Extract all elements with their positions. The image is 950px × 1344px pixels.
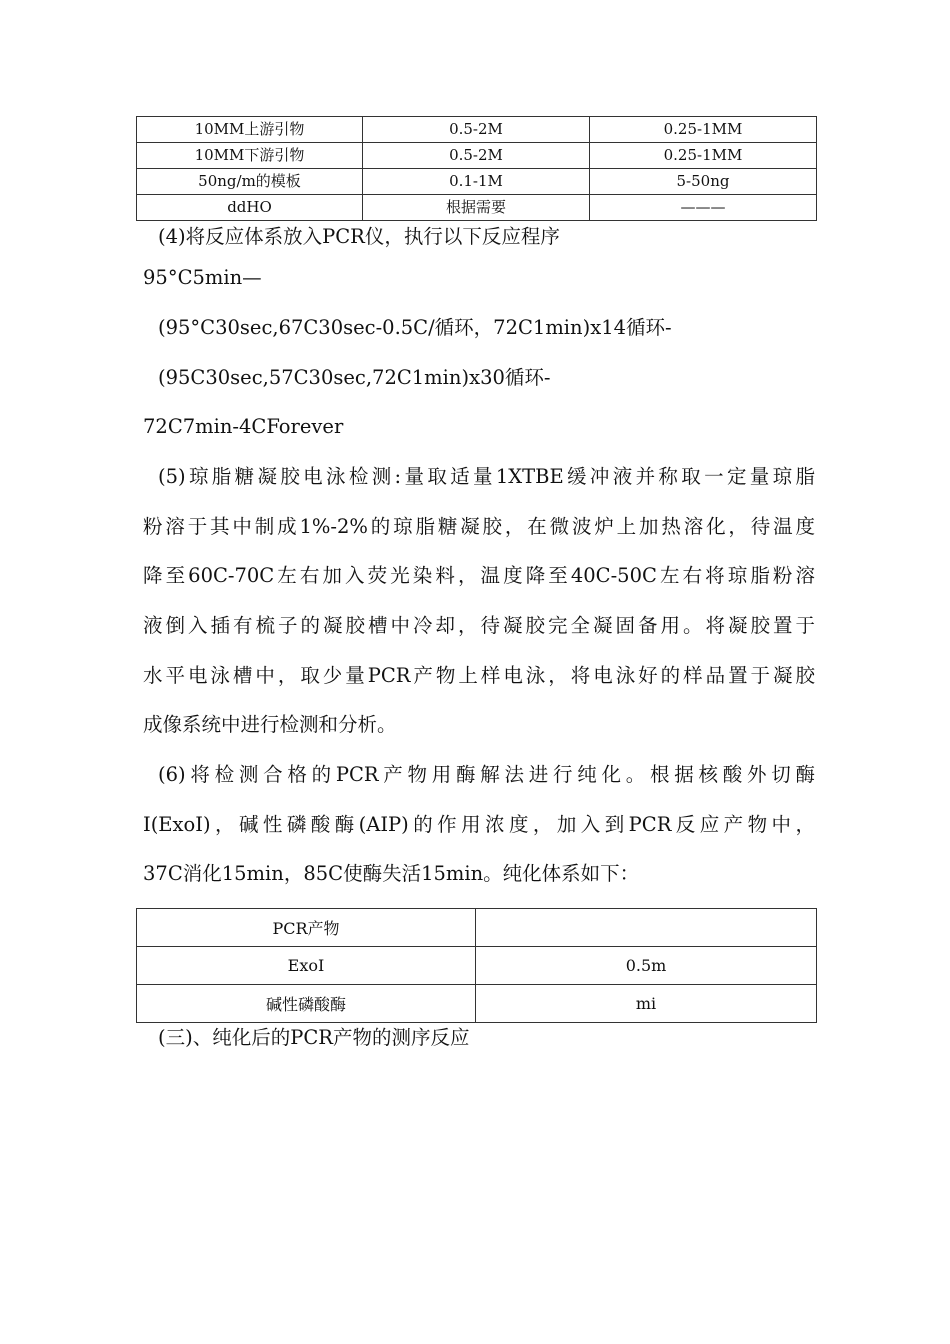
table-cell [476,909,817,947]
table-cell: 5-50ng [590,169,817,195]
step5-line: (5)琼脂糖凝胶电泳检测:量取适量1XTBE缓冲液并称取一定量琼脂 [158,465,815,488]
step5-line: 粉溶于其中制成1%-2%的琼脂糖凝胶，在微波炉上加热溶化，待温度 [143,515,815,538]
table-row [137,195,817,221]
table-cell: ExoI [137,947,476,985]
table-cell: 0.1-1M [363,169,590,195]
step4-paragraph: (4)将反应体系放入PCR仪，执行以下反应程序 [158,225,560,248]
step5-line: 成像系统中进行检测和分析。 [143,713,397,736]
table-row [137,169,817,195]
step6-line: I(ExoI)，碱性磷酸酶(AIP)的作用浓度，加入到PCR反应产物中， [143,813,815,836]
table-cell: 10MM上游引物 [137,117,363,143]
program-line: (95C30sec,57C30sec,72C1min)x30循环- [158,366,551,389]
step5-line: 水平电泳槽中，取少量PCR产物上样电泳，将电泳好的样品置于凝胶 [143,664,815,687]
purification-table [136,908,817,1023]
section-heading: (三)、纯化后的PCR产物的测序反应 [158,1026,470,1049]
table-cell: 10MM下游引物 [137,143,363,169]
step5-line: 降至60C-70C左右加入荧光染料，温度降至40C-50C左右将琼脂粉溶 [143,564,815,587]
table-row [137,143,817,169]
program-line: 95°C5min— [143,266,262,289]
table-cell: PCR产物 [137,909,476,947]
program-line: 72C7min-4CForever [143,415,344,438]
table-cell: 0.25-1MM [590,117,817,143]
table-cell: 0.5-2M [363,143,590,169]
program-line: (95°C30sec,67C30sec-0.5C/循环，72C1min)x14循环- [158,316,672,339]
table-row [137,947,817,985]
reagent-table [136,116,817,221]
table-row [137,909,817,947]
step6-line: (6)将检测合格的PCR产物用酶解法进行纯化。根据核酸外切酶 [158,763,815,786]
table-cell: ddHO [137,195,363,221]
table-row [137,117,817,143]
table-cell: ——— [590,195,817,221]
table-cell: 0.25-1MM [590,143,817,169]
table-cell: 0.5m [476,947,817,985]
step5-line: 液倒入插有梳子的凝胶槽中冷却，待凝胶完全凝固备用。将凝胶置于 [143,614,815,637]
table-cell: mi [476,985,817,1023]
table-row [137,985,817,1023]
step6-line: 37C消化15min，85C使酶失活15min。纯化体系如下： [143,862,640,885]
table-cell: 50ng/m的模板 [137,169,363,195]
table-cell: 0.5-2M [363,117,590,143]
table-cell: 碱性磷酸酶 [137,985,476,1023]
table-cell: 根据需要 [363,195,590,221]
